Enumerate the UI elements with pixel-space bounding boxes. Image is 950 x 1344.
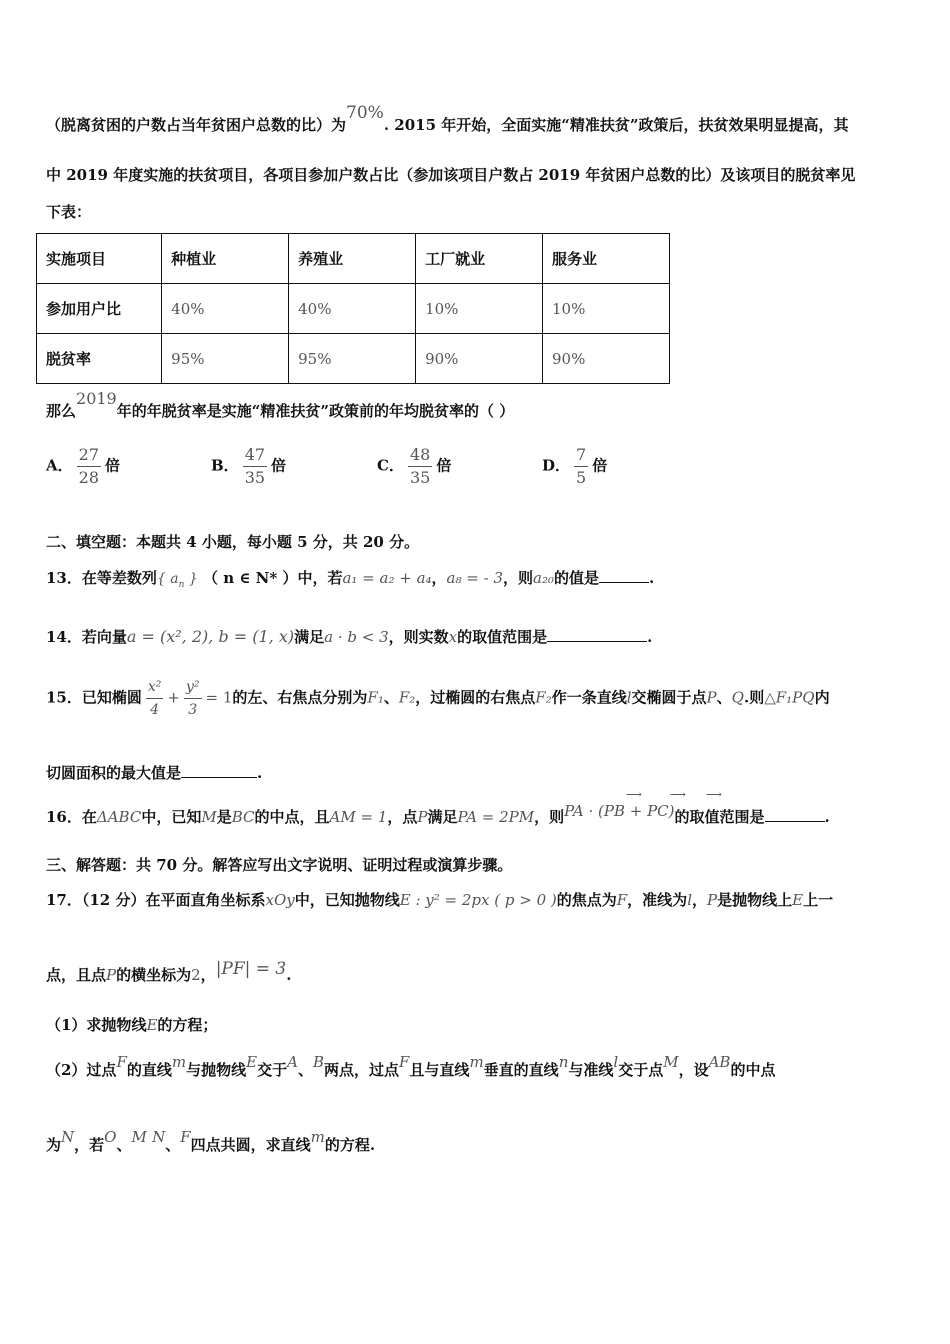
q16-text: 16．在	[46, 808, 97, 826]
q14-text-c: ，则实数	[388, 628, 449, 646]
question-year: 2019	[76, 389, 117, 408]
question-text: 年的年脱贫率是实施“精准扶贫”政策前的年均脱贫率的（ ）	[116, 402, 515, 420]
q17-p2-l: l	[613, 1053, 619, 1071]
q17-p2-a-point: A	[287, 1053, 298, 1071]
q16-text-b: 中，已知	[141, 808, 202, 826]
q17-p2-n: n	[558, 1053, 569, 1071]
q17-p3-b: ，若	[74, 1136, 105, 1154]
table-header-cell: 实施项目	[37, 234, 162, 284]
option-b[interactable]	[211, 444, 286, 489]
q17-p2-f: F	[116, 1053, 127, 1071]
q14-var: x	[448, 628, 458, 646]
q17-p1-a: （1）求抛物线	[46, 1016, 147, 1034]
question-15-line-2	[46, 762, 906, 783]
q15-triangle: △F₁PQ	[764, 688, 815, 707]
table-header-cell: 工厂就业	[416, 234, 543, 284]
table-row	[37, 334, 670, 384]
q17-e: E	[792, 891, 804, 909]
q16-text-g: ，则	[534, 808, 565, 826]
q15-text-d: 作一条直线	[551, 688, 627, 707]
q17-p3-a: 为	[46, 1136, 62, 1154]
q15-plus: +	[167, 688, 180, 707]
q17-p3-sep1: 、	[116, 1136, 132, 1154]
q16-expression: PA · (PB + PC)	[564, 802, 675, 820]
q15-text-e: 交椭圆于点	[631, 688, 707, 707]
option-suffix: 倍	[105, 456, 121, 475]
question-17-part-2-line-2	[46, 1128, 906, 1155]
q17-p2-m: m	[171, 1053, 187, 1071]
q15-text-c: ，过椭圆的右焦点	[415, 688, 536, 707]
intro-text-a: （脱离贫困的户数占当年贫困户总数的比）为	[46, 116, 347, 134]
poverty-table	[36, 233, 670, 384]
option-fraction: $\frac{48}{35}$	[409, 445, 431, 487]
option-suffix: 倍	[436, 456, 452, 475]
question-stem	[46, 389, 906, 421]
q17-p3-c: 四点共圆，求直线	[190, 1136, 311, 1154]
table-cell: 10%	[543, 284, 670, 334]
q16-bc: BC	[231, 808, 255, 826]
table-header-cell: 养殖业	[289, 234, 416, 284]
intro-line-1	[46, 103, 906, 135]
pct-value: 70%	[346, 103, 384, 123]
table-header-cell: 种植业	[162, 234, 289, 284]
q17-p2-sep: 、	[297, 1061, 313, 1079]
q17-p3-d: 的方程.	[324, 1136, 376, 1154]
option-letter: D．	[542, 456, 571, 475]
q15-frac-x	[146, 676, 164, 721]
intro-line-3: 下表：	[46, 203, 92, 221]
q17-p2-f-text: 且与直线	[409, 1061, 470, 1079]
option-letter: C．	[377, 456, 404, 475]
q17-p2-b: 的直线	[126, 1061, 172, 1079]
q16-pa: PA = 2PM	[457, 808, 535, 826]
q15-sep: 、	[383, 688, 399, 707]
q15-fx-den: 4	[150, 702, 160, 718]
q17-line2-p: P	[106, 966, 117, 984]
q15-text-b: 的左、右焦点分别为	[232, 688, 368, 707]
question-13	[46, 567, 906, 590]
q15-l: l	[626, 688, 632, 707]
question-14	[46, 626, 906, 647]
q13-end: .	[649, 569, 655, 587]
q17-text-g: 上一	[803, 891, 834, 909]
q17-p2-h: 与准线	[568, 1061, 614, 1079]
answer-blank[interactable]	[599, 568, 649, 583]
table-cell: 95%	[162, 334, 289, 384]
q15-f1: F₁	[367, 688, 384, 707]
q14-text-d: 的取值范围是	[457, 628, 548, 646]
section-2-heading: 二、填空题：本题共 4 小题，每小题 5 分，共 20 分。	[46, 533, 420, 551]
q17-p3-n: N	[61, 1128, 75, 1146]
q17-p2-ab: AB	[708, 1053, 731, 1071]
answer-blank[interactable]	[765, 807, 825, 822]
question-17-part-2	[46, 1053, 906, 1080]
q15-text: 15．已知椭圆	[46, 688, 142, 707]
q13-comma: ，	[431, 569, 447, 587]
q17-p2-a: （2）过点	[46, 1061, 117, 1079]
q16-p: P	[417, 808, 428, 826]
q16-text-h: 的取值范围是	[674, 808, 765, 826]
q15-fy-den: 3	[188, 702, 198, 718]
q17-text-c: 的焦点为	[556, 891, 617, 909]
q17-f: F	[616, 891, 628, 909]
intro-text-b: . 2015 年开始，全面实施“精准扶贫”政策后，扶贫效果明显提高，其	[383, 116, 849, 134]
q17-p3-m: M	[131, 1128, 147, 1146]
q17-p2-j: ，设	[678, 1061, 709, 1079]
q13-seq-close: }	[184, 571, 198, 587]
q17-line2-b: 的横坐标为	[116, 966, 192, 984]
q17-p1-e: E	[146, 1016, 158, 1034]
vector-arrow-icon: ⟶	[706, 788, 721, 801]
table-header-cell: 服务业	[543, 234, 670, 284]
table-row-label: 脱贫率	[37, 334, 162, 384]
q17-p2-k: 的中点	[730, 1061, 776, 1079]
q17-p2-m-point: M	[663, 1053, 679, 1071]
q15-fx-num: x²	[146, 676, 164, 699]
table-cell: 90%	[416, 334, 543, 384]
q17-p: P	[707, 891, 718, 909]
q14-end: .	[647, 628, 653, 646]
option-a[interactable]	[46, 444, 120, 489]
q13-seq-sub: n	[178, 579, 185, 590]
q17-p2-f2: F	[399, 1053, 410, 1071]
q13-sequence	[156, 571, 198, 590]
q17-pf: |PF| = 3	[215, 959, 287, 979]
question-17-line-2	[46, 959, 906, 985]
option-fraction: $\frac{47}{35}$	[244, 445, 266, 487]
q17-p3-f: F	[180, 1128, 191, 1146]
q15-line2-text: 切圆面积的最大值是	[46, 764, 182, 782]
q15-text-f: .则	[743, 688, 765, 707]
q16-am: AM = 1	[329, 808, 388, 826]
question-15	[46, 676, 906, 721]
q16-triangle: ΔABC	[96, 808, 142, 826]
q16-text-c: 是	[216, 808, 232, 826]
q17-line2-c: ，	[200, 966, 216, 984]
q17-p3-o: O	[104, 1128, 117, 1146]
q17-text-d: ，准线为	[627, 891, 688, 909]
q17-p2-e: E	[246, 1053, 258, 1071]
q17-l: l	[687, 891, 692, 909]
q15-f2b: F₂	[535, 688, 552, 707]
table-cell: 90%	[543, 334, 670, 384]
q17-p2-d: 交于	[257, 1061, 288, 1079]
q17-text-f: 是抛物线上	[717, 891, 793, 909]
q13-eq1: a₁ = a₂ + a₄	[342, 569, 432, 587]
vector-arrow-icon: ⟶	[626, 788, 641, 801]
q17-xoy: xOy	[265, 891, 295, 909]
q17-p2-g: 垂直的直线	[483, 1061, 559, 1079]
q15-p: P	[706, 688, 717, 707]
q13-cond: （ n ∈ N* ）中，若	[202, 569, 343, 587]
q17-p2-b-point: B	[312, 1053, 324, 1071]
q17-p3-sep2: 、	[165, 1136, 181, 1154]
q17-text: 17．（12 分）在平面直角坐标系	[46, 891, 266, 909]
q15-text-g: 内	[814, 688, 830, 707]
q14-inequality: a · b < 3	[324, 628, 389, 646]
table-row	[37, 284, 670, 334]
q17-p2-c: 与抛物线	[186, 1061, 247, 1079]
q17-p3-n2: N	[152, 1128, 166, 1146]
q16-text-d: 的中点，且	[254, 808, 330, 826]
q17-line2-end: .	[286, 966, 292, 984]
q17-p1-b: 的方程；	[157, 1016, 218, 1034]
q16-text-f: 满足	[427, 808, 458, 826]
option-suffix: 倍	[271, 456, 287, 475]
q17-text-e: ，	[692, 891, 708, 909]
q15-end: .	[257, 764, 263, 782]
q15-sep2: 、	[716, 688, 732, 707]
option-suffix: 倍	[592, 456, 608, 475]
q16-text-e: ，点	[387, 808, 418, 826]
question-17	[46, 889, 906, 910]
answer-blank[interactable]	[547, 627, 647, 642]
table-cell: 40%	[162, 284, 289, 334]
q17-p2-e-text: 两点，过点	[323, 1061, 399, 1079]
q15-q: Q	[731, 688, 744, 707]
q13-text-b: ，则	[503, 569, 534, 587]
q16-m: M	[201, 808, 217, 826]
q17-p3-m-line: m	[310, 1128, 325, 1146]
option-fraction: $\frac{27}{28}$	[78, 445, 99, 487]
q15-f2: F₂	[398, 688, 416, 707]
table-row-label: 参加用户比	[37, 284, 162, 334]
q14-text-b: 满足	[294, 628, 325, 646]
table-header-row	[37, 234, 670, 284]
q17-parabola-eq: E : y² = 2px ( p > 0 )	[399, 891, 557, 909]
q17-p2-i: 交于点	[618, 1061, 664, 1079]
intro-line-2: 中 2019 年度实施的扶贫项目，各项目参加户数占比（参加该项目户数占 2019 年贫困户总数的比）及该项目的脱贫率见	[46, 166, 856, 184]
q17-p2-m2: m	[469, 1053, 484, 1071]
q15-eq: = 1	[205, 688, 233, 707]
q15-fy-num: y²	[184, 676, 202, 699]
option-d[interactable]	[542, 444, 607, 489]
q16-end: .	[824, 808, 830, 826]
answer-blank[interactable]	[181, 763, 257, 778]
table-cell: 95%	[289, 334, 416, 384]
question-prefix: 那么	[46, 402, 77, 420]
question-16	[46, 802, 906, 827]
section-3-heading: 三、解答题：共 70 分。解答应写出文字说明、证明过程或演算步骤。	[46, 856, 513, 874]
q15-frac-y	[184, 676, 202, 721]
question-17-part-1	[46, 1014, 906, 1035]
table-cell: 40%	[289, 284, 416, 334]
option-letter: A．	[46, 456, 73, 475]
option-fraction: $\frac{7}{5}$	[576, 445, 587, 487]
q14-vectors: a = (x², 2), b = (1, x)	[126, 627, 295, 646]
table-cell: 10%	[416, 284, 543, 334]
q13-seq-symbol: { a	[156, 571, 179, 587]
vector-arrow-icon: ⟶	[670, 788, 685, 801]
option-c[interactable]	[377, 444, 451, 489]
q17-line2-two: 2	[191, 966, 201, 984]
q13-eq2: a₈ = - 3	[446, 569, 503, 587]
q17-line2-a: 点，且点	[46, 966, 107, 984]
option-letter: B．	[211, 456, 239, 475]
q13-target: a₂₀	[533, 569, 554, 587]
q14-text: 14．若向量	[46, 628, 127, 646]
q13-text: 13．在等差数列	[46, 569, 157, 587]
q17-text-b: 中，已知抛物线	[294, 891, 400, 909]
q13-text-c: 的值是	[554, 569, 600, 587]
